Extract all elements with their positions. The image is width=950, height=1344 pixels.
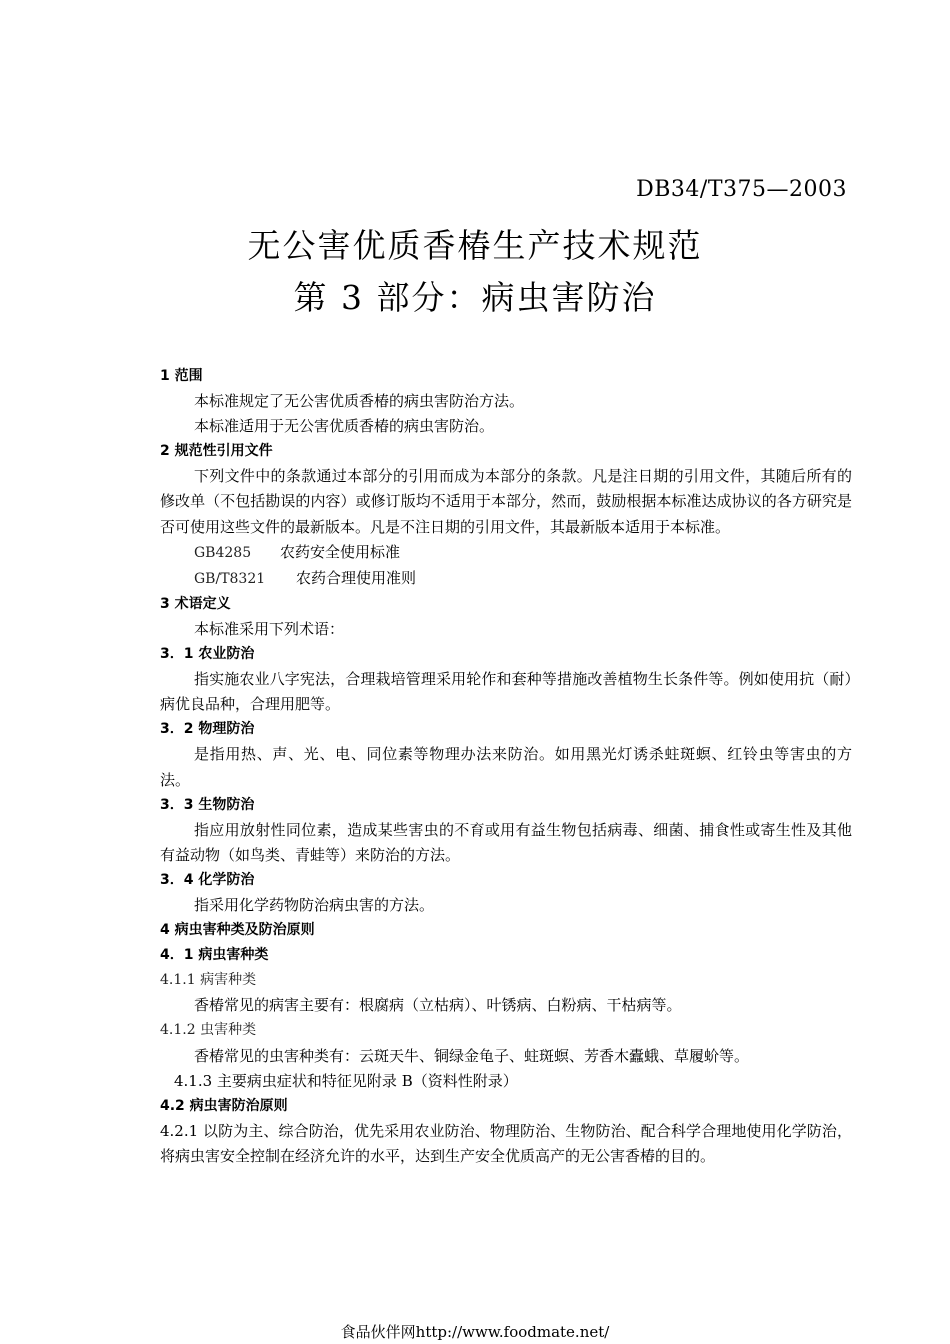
section-3-4-paragraph: 指采用化学药物防治病虫害的方法。: [194, 895, 435, 914]
document-body: [160, 364, 852, 1169]
document-title: 无公害优质香椿生产技术规范: [247, 226, 703, 265]
section-4-2-1-paragraph: 4.2.1 以防为主、综合防治，优先采用农业防治、物理防治、生物防治、配合科学合理地使用化学防治，将病虫害安全控制在经济允许的水平，达到生产安全优质高产的无公害香椿的目的。: [160, 1121, 852, 1165]
section-3-paragraph: 本标准采用下列术语：: [194, 619, 345, 638]
section-4-1-1-heading: 4.1.1 病害种类: [160, 972, 257, 989]
section-4-1-2-paragraph: 香椿常见的虫害种类有：云斑天牛、铜绿金龟子、蛀斑螟、芳香木蠹蛾、草履蚧等。: [194, 1046, 750, 1065]
reference-code: GB4285: [194, 544, 252, 561]
standard-number: DB34/T375—2003: [636, 177, 847, 202]
section-3-3-paragraph: 指应用放射性同位素，造成某些害虫的不育或用有益生物包括病毒、细菌、捕食性或寄生性及其他有益动物（如鸟类、青蛙等）来防治的方法。: [160, 820, 852, 864]
section-4-1-heading: 4．1 病虫害种类: [160, 947, 269, 964]
section-3-2-heading: 3．2 物理防治: [160, 721, 255, 738]
footer-website: 食品伙伴网http://www.foodmate.net/: [340, 1323, 610, 1341]
section-3-4-heading: 3．4 化学防治: [160, 871, 255, 888]
section-4-1-2-heading: 4.1.2 虫害种类: [160, 1022, 257, 1039]
reference-name: 农药安全使用标准: [280, 542, 401, 561]
section-3-2-paragraph: 是指用热、声、光、电、同位素等物理办法来防治。如用黑光灯诱杀蛀斑螟、红铃虫等害虫的方法。: [160, 745, 852, 789]
document-subtitle: 第 3 部分：病虫害防治: [293, 278, 657, 317]
section-3-1-heading: 3．1 农业防治: [160, 646, 255, 663]
section-3-3-heading: 3．3 生物防治: [160, 796, 255, 813]
reference-item: [160, 540, 852, 566]
section-1-paragraph-2: 本标准适用于无公害优质香椿的病虫害防治。: [194, 417, 495, 436]
section-1-paragraph-1: 本标准规定了无公害优质香椿的病虫害防治方法。: [194, 392, 525, 411]
section-1-heading: 1 范围: [160, 368, 203, 384]
section-4-2-heading: 4.2 病虫害防治原则: [160, 1097, 288, 1114]
section-2-heading: 2 规范性引用文件: [160, 443, 273, 460]
section-3-heading: 3 术语定义: [160, 595, 231, 612]
section-4-heading: 4 病虫害种类及防治原则: [160, 922, 315, 939]
reference-code: GB/T8321: [194, 570, 266, 587]
section-3-1-paragraph: 指实施农业八字宪法，合理栽培管理采用轮作和套种等措施改善植物生长条件等。例如使用抗（耐）病优良品种，合理用肥等。: [160, 670, 852, 714]
section-4-1-3-text: 4.1.3 主要病虫症状和特征见附录 B（资料性附录）: [174, 1071, 518, 1090]
section-4-1-1-paragraph: 香椿常见的病害主要有：根腐病（立枯病）、叶锈病、白粉病、干枯病等。: [194, 996, 682, 1015]
section-2-paragraph: 下列文件中的条款通过本部分的引用而成为本部分的条款。凡是注日期的引用文件，其随后所有的修改单（不包括勘误的内容）或修订版均不适用于本部分，然而，鼓励根据本标准达成协议的各方研究是否可使用这些文件的最新版本。凡是不注日期的引用文件，其最新版本适用于本标准。: [160, 467, 852, 536]
reference-item: [160, 566, 852, 592]
reference-name: 农药合理使用准则: [296, 568, 417, 587]
